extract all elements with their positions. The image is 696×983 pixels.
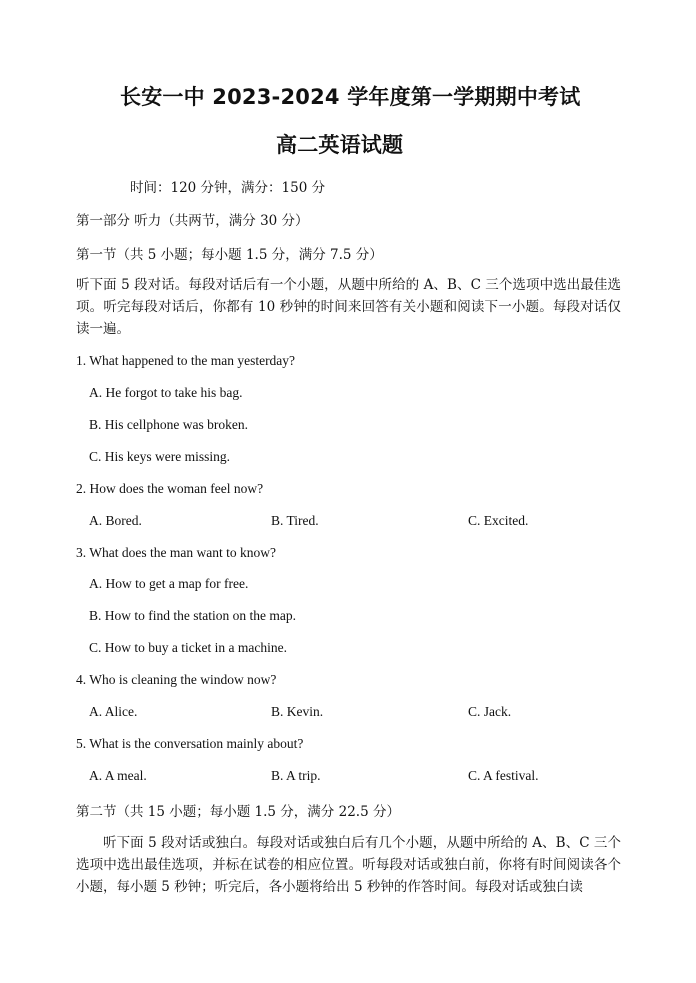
question-5: 5. What is the conversation mainly about? <box>76 736 304 751</box>
question-3-option-a: A. How to get a map for free. <box>89 576 249 591</box>
question-2-option-b: B. Tired. <box>271 513 319 528</box>
exam-meta: 时间：120 分钟，满分：150 分 <box>130 180 326 196</box>
question-3-option-b: B. How to find the station on the map. <box>89 608 296 623</box>
part1-heading: 第一部分 听力（共两节，满分 30 分） <box>76 213 309 229</box>
question-2-option-a: A. Bored. <box>89 513 142 528</box>
question-5-option-b: B. A trip. <box>271 768 321 783</box>
question-1-option-c: C. His keys were missing. <box>89 449 230 464</box>
question-4: 4. Who is cleaning the window now? <box>76 672 277 687</box>
exam-title: 长安一中 2023-2024 学年度第一学期期中考试 <box>120 85 581 109</box>
question-1-option-b: B. His cellphone was broken. <box>89 417 248 432</box>
question-4-option-b: B. Kevin. <box>271 704 324 719</box>
section2-heading: 第二节（共 15 小题；每小题 1.5 分，满分 22.5 分） <box>76 804 400 820</box>
question-5-option-c: C. A festival. <box>468 768 539 783</box>
question-2-option-c: C. Excited. <box>468 513 529 528</box>
section2-instructions: 听下面 5 段对话或独白。每段对话或独白后有几个小题，从题中所给的 A、B、C 三个选项中选出最佳选项，并标在试卷的相应位置。听每段对话或独白前，你将有时间阅读各个小题，每小题 5 秒钟；听完后，各小题将给出 5 秒钟的作答时间。每段对话或独白读 <box>76 835 621 895</box>
exam-subtitle: 高二英语试题 <box>276 133 404 157</box>
question-1: 1. What happened to the man yesterday? <box>76 353 296 368</box>
question-4-option-c: C. Jack. <box>468 704 512 719</box>
question-4-option-a: A. Alice. <box>89 704 138 719</box>
question-1-option-a: A. He forgot to take his bag. <box>89 385 243 400</box>
question-5-option-a: A. A meal. <box>89 768 147 783</box>
question-2: 2. How does the woman feel now? <box>76 481 264 496</box>
section1-heading: 第一节（共 5 小题；每小题 1.5 分，满分 7.5 分） <box>76 247 383 263</box>
section1-instructions: 听下面 5 段对话。每段对话后有一个小题，从题中所给的 A、B、C 三个选项中选出最佳选项。听完每段对话后，你都有 10 秒钟的时间来回答有关小题和阅读下一小题。每段对话仅读一遍。 <box>76 277 621 337</box>
question-3-option-c: C. How to buy a ticket in a machine. <box>89 640 287 655</box>
question-3: 3. What does the man want to know? <box>76 545 276 560</box>
